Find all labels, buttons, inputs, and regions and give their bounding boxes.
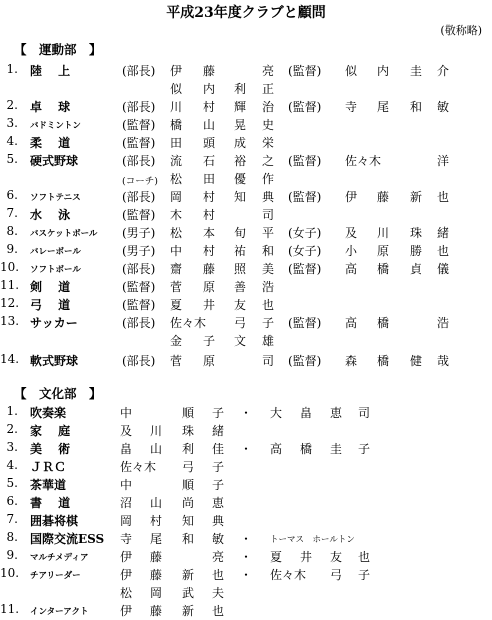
- advisor-name-char: 川: [150, 424, 163, 438]
- role-label: (部長): [122, 154, 156, 168]
- list-item: [0, 404, 492, 420]
- advisor-name-char: 健: [410, 354, 423, 368]
- advisor-name-char: 頭: [203, 136, 216, 150]
- page-title: 平成23年度クラブと顧問: [166, 5, 326, 21]
- advisor-name: トーマス ホールトン: [270, 535, 355, 545]
- advisor-name-char: 哉: [437, 354, 450, 368]
- role-label: (監督): [122, 136, 156, 150]
- list-item: [0, 584, 492, 600]
- separator-dot: ・: [240, 406, 253, 420]
- advisor-name-char: 輝: [234, 100, 247, 114]
- advisor-name-char: 美: [262, 262, 275, 276]
- advisor-name-char: 知: [182, 514, 195, 528]
- advisor-name-char: 伊: [120, 604, 133, 618]
- advisor-name-char: 作: [262, 172, 275, 186]
- advisor-name-char: 子: [212, 478, 225, 492]
- advisor-name-char: 子: [358, 442, 371, 456]
- club-name: 茶華道: [30, 478, 67, 492]
- role-label: (監督): [122, 118, 156, 132]
- advisor-name-char: 裕: [234, 154, 247, 168]
- advisor-name-char: 尾: [150, 532, 163, 546]
- advisor-name-char: 緒: [437, 226, 450, 240]
- club-number: 12.: [0, 296, 20, 310]
- advisor-name-char: 沼: [120, 496, 133, 510]
- culture-section-header: 【 文化部 】: [14, 386, 102, 401]
- advisor-name-char: 珠: [410, 226, 423, 240]
- role-label: (監督): [122, 208, 156, 222]
- separator-dot: ・: [240, 532, 253, 546]
- role-label: (監督): [288, 154, 322, 168]
- advisor-name-char: 藤: [377, 190, 390, 204]
- club-name: チアリーダー: [30, 571, 81, 581]
- advisor-name-char: 橋: [377, 262, 390, 276]
- club-name: ソフトボール: [30, 265, 81, 275]
- list-item: [0, 260, 492, 276]
- advisor-name-char: 武: [182, 586, 195, 600]
- advisor-name-char: 貞: [410, 262, 423, 276]
- advisor-name-char: 治: [262, 100, 275, 114]
- advisor-name-char: 松: [170, 172, 183, 186]
- role-label: (部長): [122, 64, 156, 78]
- advisor-name-char: 村: [203, 208, 216, 222]
- advisor-name-char: 優: [234, 172, 247, 186]
- club-number: 5.: [6, 152, 18, 166]
- club-number: 6.: [6, 494, 18, 508]
- role-label: (部長): [122, 100, 156, 114]
- advisor-name-char: 井: [300, 550, 313, 564]
- club-name: 柔 道: [30, 136, 71, 150]
- advisor-name-char: 石: [203, 154, 216, 168]
- advisor-name-char: 中: [120, 406, 133, 420]
- advisor-name-char: 夏: [270, 550, 283, 564]
- advisor-name-char: 橋: [377, 316, 390, 330]
- role-label: (コーチ): [122, 176, 158, 187]
- advisor-name-char: 村: [203, 244, 216, 258]
- club-number: 13.: [0, 314, 20, 328]
- advisor-name-char: 也: [212, 604, 225, 618]
- club-number: 8.: [6, 530, 18, 544]
- role-label: (女子): [288, 244, 322, 258]
- advisor-name-char: 藤: [150, 604, 163, 618]
- advisor-name-char: 岡: [120, 514, 133, 528]
- advisor-name-char: 也: [212, 568, 225, 582]
- club-name: バレーボール: [30, 247, 81, 257]
- advisor-name-char: 伊: [120, 568, 133, 582]
- club-name: 囲碁将棋: [30, 514, 79, 528]
- advisor-name-char: 亮: [212, 550, 225, 564]
- advisor-name-char: 尾: [377, 100, 390, 114]
- advisor-name-char: 小: [345, 244, 358, 258]
- advisor-name-char: 浩: [437, 316, 450, 330]
- advisor-name-char: 内: [377, 64, 390, 78]
- club-number: 4.: [6, 458, 18, 472]
- advisor-name-char: 司: [358, 406, 371, 420]
- advisor-name-char: 寺: [345, 100, 358, 114]
- advisor-name-char: 寺: [120, 532, 133, 546]
- advisor-name-char: 伊: [120, 550, 133, 564]
- club-name: 卓 球: [30, 100, 71, 114]
- club-number: 11.: [0, 602, 20, 616]
- club-name: マルチメディア: [30, 553, 89, 563]
- advisor-name-char: 本: [203, 226, 216, 240]
- list-item: [0, 98, 492, 114]
- advisor-name-char: 尚: [182, 496, 195, 510]
- advisor-name-char: 恵: [212, 496, 225, 510]
- advisor-name-char: 子: [262, 316, 275, 330]
- advisor-name-char: 井: [203, 298, 216, 312]
- list-item: [0, 134, 492, 150]
- club-name: 家 庭: [30, 424, 71, 438]
- advisor-name-char: 田: [170, 136, 183, 150]
- club-number: 11.: [0, 278, 20, 292]
- advisor-name-char: 圭: [330, 442, 343, 456]
- advisor-name-char: 藤: [150, 550, 163, 564]
- club-name: 美 術: [30, 442, 71, 456]
- honorific-note: (敬称略): [440, 24, 482, 37]
- advisor-name-char: 友: [234, 298, 247, 312]
- advisor-name-char: 緒: [212, 424, 225, 438]
- advisor-name-char: 子: [212, 406, 225, 420]
- separator-dot: ・: [240, 442, 253, 456]
- advisor-name-char: 恵: [330, 406, 343, 420]
- advisor-name-char: 佳: [212, 442, 225, 456]
- advisor-name-char: 弓: [182, 460, 195, 474]
- club-number: 14.: [0, 352, 20, 366]
- advisor-name-char: 珠: [182, 424, 195, 438]
- advisor-name-char: 和: [410, 100, 423, 114]
- advisor-name-char: 也: [437, 190, 450, 204]
- advisor-name-char: 橋: [377, 354, 390, 368]
- club-number: 9.: [6, 548, 18, 562]
- list-item: [0, 566, 492, 582]
- role-label: (監督): [288, 354, 322, 368]
- advisor-name-char: 成: [234, 136, 247, 150]
- club-number: 2.: [6, 98, 18, 112]
- list-item: [0, 80, 492, 96]
- advisor-name-char: 橋: [170, 118, 183, 132]
- advisor-name-char: 新: [410, 190, 423, 204]
- advisor-name-char: 伊: [345, 190, 358, 204]
- list-item: [0, 548, 492, 564]
- separator-dot: ・: [240, 550, 253, 564]
- advisor-name-char: 流: [170, 154, 183, 168]
- role-label: (部長): [122, 262, 156, 276]
- role-label: (男子): [122, 244, 156, 258]
- club-number: 3.: [6, 116, 18, 130]
- list-item: [0, 530, 492, 546]
- advisor-name-char: 原: [203, 354, 216, 368]
- advisor-name-char: 伊: [170, 64, 183, 78]
- club-number: 7.: [6, 206, 18, 220]
- advisor-name-char: 圭: [410, 64, 423, 78]
- club-name: 弓 道: [30, 298, 71, 312]
- role-label: (部長): [122, 316, 156, 330]
- club-name: ソフトテニス: [30, 193, 81, 203]
- club-name: ＪＲＣ: [30, 460, 67, 474]
- advisor-name-char: 及: [120, 424, 133, 438]
- list-item: [0, 170, 492, 186]
- club-name: 硬式野球: [30, 154, 79, 168]
- advisor-name-char: 中: [170, 244, 183, 258]
- sports-section-header: 【 運動部 】: [14, 42, 102, 57]
- advisor-name-char: 新: [182, 568, 195, 582]
- advisor-name-char: 藤: [150, 568, 163, 582]
- advisor-name-char: 勝: [410, 244, 423, 258]
- advisor-name-char: 祐: [234, 244, 247, 258]
- club-number: 5.: [6, 476, 18, 490]
- advisor-name-char: 善: [234, 280, 247, 294]
- club-number: 8.: [6, 224, 18, 238]
- role-label: (監督): [288, 100, 322, 114]
- advisor-name-char: 畠: [300, 406, 313, 420]
- advisor-name-char: 夏: [170, 298, 183, 312]
- list-item: [0, 206, 492, 222]
- list-item: [0, 296, 492, 312]
- advisor-name-char: 原: [377, 244, 390, 258]
- advisor-name-char: 文: [234, 334, 247, 348]
- advisor-name-char: 佐々木: [120, 460, 157, 474]
- advisor-name-char: 橋: [300, 442, 313, 456]
- advisor-name-char: 典: [212, 514, 225, 528]
- advisor-name-char: 子: [203, 334, 216, 348]
- role-label: (監督): [288, 190, 322, 204]
- advisor-name-char: 田: [203, 172, 216, 186]
- advisor-name-char: 藤: [203, 64, 216, 78]
- advisor-name-char: 子: [358, 568, 371, 582]
- role-label: (男子): [122, 226, 156, 240]
- advisor-name-char: 川: [377, 226, 390, 240]
- advisor-name-char: 敏: [437, 100, 450, 114]
- club-number: 3.: [6, 440, 18, 454]
- advisor-name-char: 菅: [170, 354, 183, 368]
- list-item: [0, 422, 492, 438]
- club-number: 9.: [6, 242, 18, 256]
- advisor-name-char: 弓: [330, 568, 343, 582]
- advisor-name-char: 村: [150, 514, 163, 528]
- advisor-name-char: 弓: [234, 316, 247, 330]
- list-item: [0, 458, 492, 474]
- advisor-name-char: 亮: [262, 64, 275, 78]
- list-item: [0, 314, 492, 330]
- advisor-name-char: 利: [234, 82, 247, 96]
- advisor-name-char: 村: [203, 190, 216, 204]
- advisor-name-char: 晃: [234, 118, 247, 132]
- advisor-name-char: 介: [437, 64, 450, 78]
- advisor-name-char: 儀: [437, 262, 450, 276]
- role-label: (女子): [288, 226, 322, 240]
- advisor-name-char: 平: [262, 226, 275, 240]
- advisor-name-char: 岡: [170, 190, 183, 204]
- advisor-name-char: 松: [170, 226, 183, 240]
- advisor-name-char: 利: [182, 442, 195, 456]
- advisor-name-char: 木: [170, 208, 183, 222]
- advisor-name-char: 司: [262, 354, 275, 368]
- list-item: [0, 494, 492, 510]
- advisor-name-char: 新: [182, 604, 195, 618]
- advisor-name-char: 栄: [262, 136, 275, 150]
- club-number: 1.: [6, 62, 18, 76]
- advisor-name-char: 和: [182, 532, 195, 546]
- list-item: [0, 476, 492, 492]
- club-name: 書 道: [30, 496, 71, 510]
- club-number: 10.: [0, 566, 20, 580]
- advisor-name-char: 畠: [120, 442, 133, 456]
- club-name: インターアクト: [30, 607, 89, 617]
- advisor-name-char: 子: [212, 460, 225, 474]
- list-item: [0, 242, 492, 258]
- club-name: 剣 道: [30, 280, 71, 294]
- club-number: 6.: [6, 188, 18, 202]
- list-item: [0, 440, 492, 456]
- list-item: [0, 188, 492, 204]
- advisor-name-char: 松: [120, 586, 133, 600]
- advisor-name-char: 知: [234, 190, 247, 204]
- role-label: (監督): [122, 280, 156, 294]
- advisor-name-char: 雄: [262, 334, 275, 348]
- advisor-name-char: 高: [345, 316, 358, 330]
- advisor-name-char: 内: [203, 82, 216, 96]
- advisor-name-char: 之: [262, 154, 275, 168]
- club-number: 4.: [6, 134, 18, 148]
- advisor-name-char: 旬: [234, 226, 247, 240]
- advisor-name-char: 正: [262, 82, 275, 96]
- advisor-name-char: 高: [270, 442, 283, 456]
- club-number: 7.: [6, 512, 18, 526]
- advisor-name-char: 中: [120, 478, 133, 492]
- club-name: 陸 上: [30, 64, 71, 78]
- advisor-name-char: 佐々木: [170, 316, 207, 330]
- club-number: 10.: [0, 260, 20, 274]
- list-item: [0, 332, 492, 348]
- advisor-name-char: 及: [345, 226, 358, 240]
- list-item: [0, 278, 492, 294]
- advisor-name-char: 森: [345, 354, 358, 368]
- list-item: [0, 116, 492, 132]
- club-name: サッカー: [30, 316, 78, 330]
- advisor-name-char: 川: [170, 100, 183, 114]
- advisor-name-char: 敏: [212, 532, 225, 546]
- advisor-name-char: 和: [262, 244, 275, 258]
- club-name: バドミントン: [30, 121, 81, 131]
- role-label: (部長): [122, 190, 156, 204]
- advisor-name-char: 原: [203, 280, 216, 294]
- advisor-name-char: 典: [262, 190, 275, 204]
- advisor-name-char: 金: [170, 334, 183, 348]
- club-name: 吹奏楽: [30, 406, 67, 420]
- advisor-name-char: 菅: [170, 280, 183, 294]
- club-name: 水 泳: [30, 208, 71, 222]
- advisor-name-char: 高: [345, 262, 358, 276]
- advisor-name-char: 藤: [203, 262, 216, 276]
- role-label: (部長): [122, 354, 156, 368]
- advisor-name-char: 順: [182, 406, 195, 420]
- list-item: [0, 224, 492, 240]
- advisor-name-char: 友: [330, 550, 343, 564]
- advisor-name-char: 齋: [170, 262, 183, 276]
- list-item: [0, 62, 492, 78]
- list-item: [0, 512, 492, 528]
- advisor-name-char: 山: [150, 442, 163, 456]
- list-item: [0, 352, 492, 368]
- list-item: [0, 602, 492, 618]
- advisor-name-char: 浩: [262, 280, 275, 294]
- advisor-name-char: 夫: [212, 586, 225, 600]
- advisor-name-char: 順: [182, 478, 195, 492]
- advisor-name-char: 似: [170, 82, 183, 96]
- advisor-name-char: 照: [234, 262, 247, 276]
- advisor-name-char: 也: [262, 298, 275, 312]
- advisor-name-char: 岡: [150, 586, 163, 600]
- club-name: 軟式野球: [30, 354, 79, 368]
- club-number: 2.: [6, 422, 18, 436]
- advisor-name-char: 史: [262, 118, 275, 132]
- club-name: 国際交流ESS: [30, 532, 105, 546]
- advisor-name-char: 洋: [437, 154, 450, 168]
- role-label: (監督): [122, 298, 156, 312]
- club-name: バスケットボール: [30, 229, 98, 239]
- advisor-name-char: 佐々木: [345, 154, 382, 168]
- club-number: 1.: [6, 404, 18, 418]
- advisor-name-char: 佐々木: [270, 568, 307, 582]
- list-item: [0, 152, 492, 168]
- advisor-name-char: 也: [437, 244, 450, 258]
- advisor-name-char: 似: [345, 64, 358, 78]
- advisor-name-char: 也: [358, 550, 371, 564]
- advisor-name-char: 大: [270, 406, 283, 420]
- role-label: (監督): [288, 316, 322, 330]
- advisor-name-char: 司: [262, 208, 275, 222]
- advisor-name-char: 山: [203, 118, 216, 132]
- advisor-name-char: 山: [150, 496, 163, 510]
- separator-dot: ・: [240, 568, 253, 582]
- role-label: (監督): [288, 262, 322, 276]
- advisor-name-char: 村: [203, 100, 216, 114]
- role-label: (監督): [288, 64, 322, 78]
